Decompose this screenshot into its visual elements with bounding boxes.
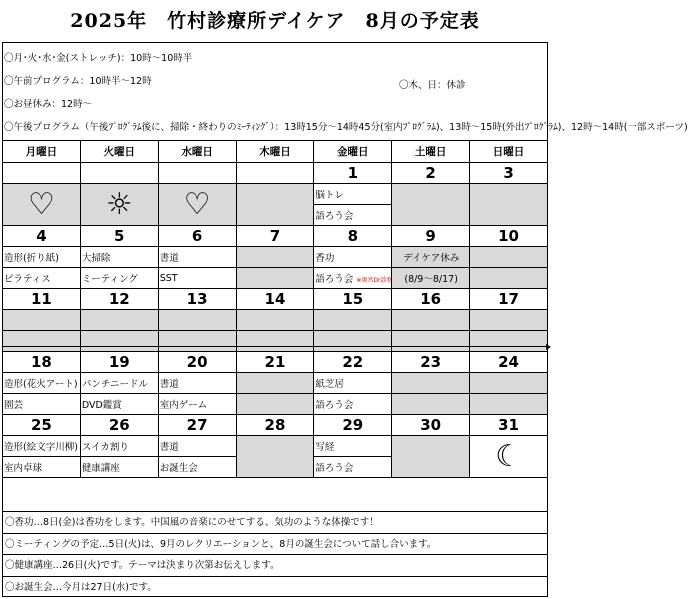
event-cell: 紙芝居 [314, 373, 392, 394]
day-number: 12 [80, 289, 158, 310]
event-cell [392, 184, 470, 226]
day-number: 26 [80, 415, 158, 436]
event-cell [470, 184, 548, 226]
heart-icon: ♡ [3, 184, 81, 226]
event-cell [392, 331, 470, 352]
event-label: 語ろう会 [315, 274, 354, 285]
event-cell: DVD鑑賞 [80, 394, 158, 415]
weekday-thu: 木曜日 [236, 141, 314, 163]
moon-icon: ☾ [470, 436, 548, 478]
day-number: 6 [158, 226, 236, 247]
event-cell [236, 310, 314, 331]
week-3-day-row [3, 289, 548, 310]
day-number: 14 [236, 289, 314, 310]
day-number: 24 [470, 352, 548, 373]
day-number: 2 [392, 163, 470, 184]
arrow-head-icon [546, 344, 551, 350]
day-number: 10 [470, 226, 548, 247]
event-cell [236, 436, 314, 478]
event-cell [470, 331, 548, 352]
event-cell: 香功 [314, 247, 392, 268]
event-cell [236, 247, 314, 268]
sun-icon: ☼ [80, 184, 158, 226]
week-2-events [3, 247, 548, 268]
day-number: 1 [314, 163, 392, 184]
day-number: 3 [470, 163, 548, 184]
note-kokou: 〇香功…8日(金)は香功をします。中国風の音楽にのせてする、気功のような体操です！ [2, 511, 548, 533]
event-cell: 大掃除 [80, 247, 158, 268]
event-cell: パンチニードル [80, 373, 158, 394]
day-number: 9 [392, 226, 470, 247]
day-number: 17 [470, 289, 548, 310]
day-number: 15 [314, 289, 392, 310]
event-cell: 書道 [158, 436, 236, 457]
day-number: 28 [236, 415, 314, 436]
event-cell: 書道 [158, 373, 236, 394]
event-cell: 健康講座 [80, 457, 158, 478]
day-number: 22 [314, 352, 392, 373]
day-number: 20 [158, 352, 236, 373]
event-cell: 造形(折り紙) [3, 247, 81, 268]
event-cell [236, 373, 314, 394]
week-1-events [3, 184, 548, 205]
week-5-events [3, 436, 548, 457]
weekday-mon: 月曜日 [3, 141, 81, 163]
day-number: 5 [80, 226, 158, 247]
event-cell [470, 310, 548, 331]
day-number [80, 163, 158, 184]
weekday-tue: 火曜日 [80, 141, 158, 163]
event-cell: SST [158, 268, 236, 289]
weekday-sat: 土曜日 [392, 141, 470, 163]
event-cell: 造形(絵文字川柳) [3, 436, 81, 457]
page-title: 2025年 竹村診療所デイケア 8月の予定表 [70, 10, 480, 32]
event-cell [470, 268, 548, 289]
week-3-events [3, 310, 548, 331]
weekday-header-row [3, 141, 548, 163]
event-cell [3, 310, 81, 331]
day-number: 21 [236, 352, 314, 373]
event-cell [158, 310, 236, 331]
day-number [158, 163, 236, 184]
event-cell [392, 436, 470, 478]
event-cell [236, 184, 314, 226]
event-cell [392, 310, 470, 331]
note-meeting: 〇ミーティングの予定…5日(火)は、9月のレクリエーションと、8月の誕生会について話し合います。 [2, 533, 548, 555]
info-afternoon-program: 〇午後プログラム（午後ﾌﾟﾛｸﾞﾗﾑ後に、掃除・終わりのﾐｰﾃｨﾝｸﾞ）：13時15分～14時45分(室内ﾌﾟﾛｸﾞﾗﾑ)、13時～15時(外出ﾌﾟﾛｸﾞﾗﾑ)、12時～14時(一部スポーツ) [4, 122, 688, 133]
event-cell [314, 310, 392, 331]
heart-icon: ♡ [158, 184, 236, 226]
event-cell: ミーティング [80, 268, 158, 289]
note-health-lecture: 〇健康講座…26日(火)です。テーマは決まり次第お伝えします。 [2, 554, 548, 576]
event-cell: 写経 [314, 436, 392, 457]
day-number: 16 [392, 289, 470, 310]
event-cell [80, 310, 158, 331]
day-number: 4 [3, 226, 81, 247]
week-1-day-row [3, 163, 548, 184]
event-cell [392, 373, 470, 394]
event-cell [236, 268, 314, 289]
day-number: 23 [392, 352, 470, 373]
week-2-events-2 [3, 268, 548, 289]
event-cell [236, 331, 314, 352]
note-birthday: 〇お誕生会…今月は27日(水)です。 [2, 576, 548, 598]
week-5-day-row [3, 415, 548, 436]
week-arrow-line [2, 346, 547, 347]
day-number: 25 [3, 415, 81, 436]
event-cell [3, 331, 81, 352]
event-cell [470, 373, 548, 394]
event-cell: 室内卓球 [3, 457, 81, 478]
event-cell: 造形(花火アート) [3, 373, 81, 394]
day-number [236, 163, 314, 184]
event-cell [314, 331, 392, 352]
day-number [3, 163, 81, 184]
event-cell [158, 331, 236, 352]
week-4-events-2 [3, 394, 548, 415]
week-4-events [3, 373, 548, 394]
event-cell: 語ろう会 [314, 205, 392, 226]
day-number: 27 [158, 415, 236, 436]
event-cell [470, 394, 548, 415]
event-cell: 語ろう会 [314, 457, 392, 478]
info-closed-days: 〇木、日：休診 [399, 80, 466, 91]
event-cell: デイケア休み [392, 247, 470, 268]
day-number: 31 [470, 415, 548, 436]
doctor-note: ※奥宮Dr診察 [356, 277, 393, 284]
event-cell: 語ろう会 [314, 394, 392, 415]
event-cell: スイカ割り [80, 436, 158, 457]
event-cell [314, 268, 392, 289]
event-cell: お誕生会 [158, 457, 236, 478]
weekday-sun: 日曜日 [470, 141, 548, 163]
event-cell: 園芸 [3, 394, 81, 415]
info-lunch-break: 〇お昼休み：12時～ [4, 99, 93, 110]
week-2-day-row [3, 226, 548, 247]
day-number: 11 [3, 289, 81, 310]
info-stretch: 〇月･火･水･金(ストレッチ)：10時～10時半 [4, 53, 193, 64]
event-cell: (8/9～8/17) [392, 268, 470, 289]
event-cell [80, 331, 158, 352]
week-3-events-2 [3, 331, 548, 352]
calendar-table [2, 140, 548, 478]
day-number: 29 [314, 415, 392, 436]
day-number: 8 [314, 226, 392, 247]
event-cell: 脳トレ [314, 184, 392, 205]
day-number: 30 [392, 415, 470, 436]
weekday-wed: 水曜日 [158, 141, 236, 163]
event-cell [470, 247, 548, 268]
weekday-fri: 金曜日 [314, 141, 392, 163]
day-number: 19 [80, 352, 158, 373]
event-cell: ピラティス [3, 268, 81, 289]
event-cell: 室内ゲーム [158, 394, 236, 415]
notes-section [2, 511, 548, 597]
day-number: 7 [236, 226, 314, 247]
week-4-day-row [3, 352, 548, 373]
event-cell [236, 394, 314, 415]
day-number: 13 [158, 289, 236, 310]
event-cell [392, 394, 470, 415]
event-cell: 書道 [158, 247, 236, 268]
day-number: 18 [3, 352, 81, 373]
info-morning-program: 〇午前プログラム：10時半～12時 [4, 76, 152, 87]
